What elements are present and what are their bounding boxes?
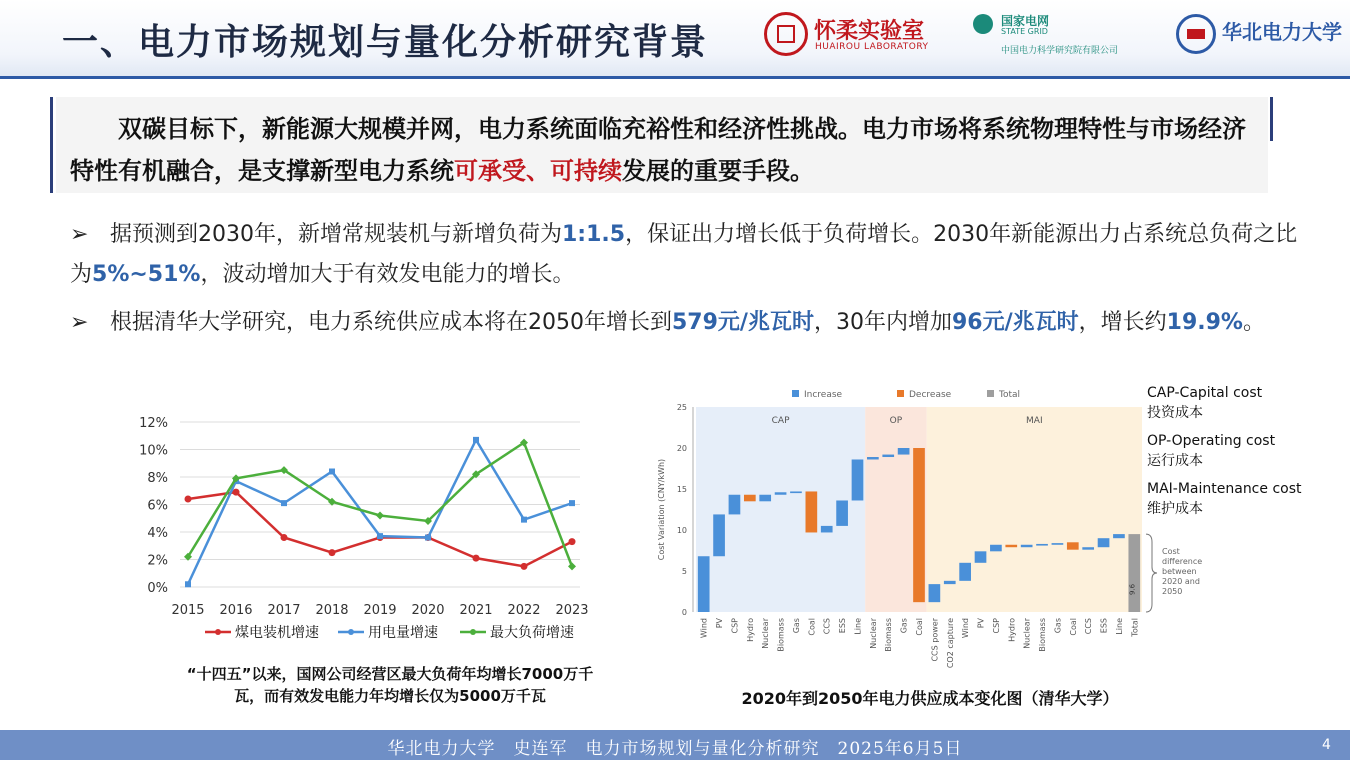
line-point <box>521 517 527 523</box>
waterfall-legend-swatch <box>792 390 799 397</box>
waterfall-section-label: CAP <box>771 416 790 426</box>
waterfall-bar-increase <box>975 551 987 562</box>
line-point <box>376 512 384 520</box>
line-point <box>281 534 288 541</box>
waterfall-bar-decrease <box>744 495 756 502</box>
waterfall-y-tick: 20 <box>676 444 687 453</box>
line-point <box>329 469 335 475</box>
line-chart-y-tick: 6% <box>147 498 168 514</box>
waterfall-bar-increase <box>775 492 787 494</box>
waterfall-annotation: between <box>1162 567 1197 577</box>
state-grid-logo-subtitle: STATE GRID <box>1001 27 1048 36</box>
waterfall-x-tick: CSP <box>730 618 740 634</box>
line-chart-x-tick: 2022 <box>507 603 541 618</box>
cost-note-cap-zh: 投资成本 <box>1147 405 1203 421</box>
waterfall-x-tick: PV <box>976 618 986 629</box>
waterfall-annotation: 2020 and <box>1162 577 1200 587</box>
line-chart-y-tick: 10% <box>139 443 168 459</box>
waterfall-x-tick: CCS power <box>930 618 940 662</box>
waterfall-bar-decrease <box>913 448 925 602</box>
waterfall-x-tick: Nuclear <box>1022 618 1032 649</box>
line-point <box>329 549 336 556</box>
waterfall-x-tick: CO2 capture <box>945 618 955 669</box>
waterfall-x-tick: Nuclear <box>868 618 878 649</box>
line-point <box>569 500 575 506</box>
waterfall-x-tick: Gas <box>1053 618 1063 634</box>
waterfall-x-tick: Hydro <box>745 618 755 642</box>
line-chart-x-tick: 2017 <box>267 603 301 618</box>
intro-highlight: 可承受、可持续 <box>454 157 622 185</box>
waterfall-x-tick: Wind <box>699 618 709 639</box>
waterfall-bar-increase <box>836 500 848 525</box>
waterfall-x-tick: Nuclear <box>761 618 771 649</box>
line-point <box>568 562 576 570</box>
waterfall-x-tick: Coal <box>915 618 924 636</box>
waterfall-x-tick: Line <box>1114 618 1124 635</box>
line-chart-y-tick: 12% <box>139 416 168 431</box>
state-grid-logo-org: 中国电力科学研究院有限公司 <box>1001 46 1119 56</box>
intro-part1: 双碳目标下，新能源大规模并网，电力系统面临充裕性和经济性挑战。电力市场将系统物理特性与市场经济特性有机融合，是支撑新型电力系统 <box>70 115 1246 185</box>
huairou-logo-subtitle: HUAIROU LABORATORY <box>815 42 929 52</box>
waterfall-caption: 2020年到2050年电力供应成本变化图（清华大学） <box>741 689 1119 708</box>
waterfall-bar-increase <box>713 514 725 556</box>
waterfall-bar-decrease <box>1067 542 1079 549</box>
bullet-cost-2050 <box>70 303 1310 343</box>
waterfall-annotation: 2050 <box>1162 587 1183 597</box>
intro-part2: 发展的重要手段。 <box>622 157 814 185</box>
waterfall-bar-increase <box>944 581 956 584</box>
waterfall-legend-label: Total <box>999 390 1021 400</box>
waterfall-x-tick: Coal <box>1068 618 1078 636</box>
bullet-text: ，30年内增加 <box>813 310 952 335</box>
waterfall-brace <box>1146 534 1157 612</box>
line-chart-y-tick: 8% <box>147 471 168 486</box>
waterfall-bar-increase <box>867 457 879 459</box>
bullet-text: 据预测到2030年，新增常规装机与新增负荷为 <box>110 222 562 247</box>
bullet-text: ，增长约 <box>1078 310 1167 335</box>
waterfall-x-tick: Coal <box>807 618 817 636</box>
bullet-text: ，保证出力增长低于负荷增长。2030年新能源出力占系统总负荷之比为 <box>70 222 1298 287</box>
line-chart-x-tick: 2018 <box>315 603 349 618</box>
line-chart-x-tick: 2015 <box>171 603 205 618</box>
waterfall-x-tick: PV <box>715 618 725 629</box>
cost-note-cap-en: CAP-Capital cost <box>1147 385 1263 401</box>
waterfall-section-bg <box>927 407 1142 612</box>
waterfall-bar-increase <box>990 545 1002 552</box>
ncepu-logo-name: 华北电力大学 <box>1222 20 1342 44</box>
ncepu-logo-icon <box>1176 14 1216 54</box>
bullet-highlight: 1:1.5 <box>562 222 626 247</box>
line-legend-label: 最大负荷增速 <box>490 625 574 641</box>
waterfall-bar-increase <box>1052 543 1064 545</box>
waterfall-bar-decrease <box>806 491 818 532</box>
line-chart-y-tick: 0% <box>147 581 168 596</box>
line-chart-caption <box>150 663 630 707</box>
waterfall-bar-increase <box>882 455 894 457</box>
line-point <box>425 535 431 541</box>
waterfall-bar-increase <box>1113 534 1125 538</box>
waterfall-section-label: MAI <box>1026 416 1043 426</box>
cost-note-op-en: OP-Operating cost <box>1147 433 1276 449</box>
line-point <box>281 500 287 506</box>
line-point <box>473 555 480 562</box>
waterfall-bar-increase <box>1036 544 1048 546</box>
bullet-arrow-icon: ➢ <box>70 222 89 247</box>
bullet-text: 。 <box>1242 310 1265 335</box>
huairou-logo-icon <box>764 12 808 56</box>
line-point <box>473 437 479 443</box>
line-point <box>569 538 576 545</box>
waterfall-y-tick: 5 <box>681 567 687 576</box>
huairou-logo-name: 怀柔实验室 <box>814 19 925 44</box>
waterfall-x-tick: Biomass <box>776 618 786 652</box>
waterfall-x-tick: Line <box>853 618 863 635</box>
waterfall-total-label: 9.6 <box>1128 583 1137 596</box>
line-legend-marker <box>348 629 354 635</box>
waterfall-bar-decrease <box>1005 545 1017 547</box>
intro-box-left-border <box>50 97 67 193</box>
waterfall-x-tick: Total <box>1130 618 1140 637</box>
cost-note-mai-zh: 维护成本 <box>1147 501 1203 517</box>
waterfall-x-tick: CCS <box>1084 618 1094 635</box>
waterfall-bar-increase <box>821 526 833 533</box>
line-legend-label: 用电量增速 <box>368 625 438 641</box>
cost-note-op-zh: 运行成本 <box>1147 453 1203 469</box>
waterfall-x-tick: Gas <box>791 618 801 634</box>
state-grid-logo-icon <box>973 14 993 34</box>
waterfall-x-tick: ESS <box>838 618 848 634</box>
line-point <box>377 533 383 539</box>
waterfall-x-tick: ESS <box>1099 618 1109 634</box>
line-chart-caption-line1: “十四五”以来，国网公司经营区最大负荷年均增长7000万千 <box>186 665 594 683</box>
line-chart-x-tick: 2016 <box>219 603 253 618</box>
waterfall-x-tick: Hydro <box>1007 618 1017 642</box>
line-point <box>233 489 240 496</box>
waterfall-bar-increase <box>898 448 910 455</box>
line-chart-x-tick: 2020 <box>411 603 445 618</box>
line-point <box>185 496 192 503</box>
waterfall-bar-increase <box>1082 547 1094 549</box>
waterfall-y-tick: 15 <box>676 485 687 494</box>
waterfall-x-tick: Biomass <box>884 618 894 652</box>
waterfall-annotation: difference <box>1162 557 1203 567</box>
waterfall-x-tick: CCS <box>822 618 832 635</box>
state-grid-logo-name: 国家电网 <box>1001 14 1050 28</box>
cost-notes <box>1147 383 1302 519</box>
waterfall-bar-increase <box>959 563 971 581</box>
bullet-highlight: 5%~51% <box>92 262 201 287</box>
bullet-text: 根据清华大学研究，电力系统供应成本将在2050年增长到 <box>110 310 672 335</box>
waterfall-y-tick: 10 <box>676 526 687 535</box>
waterfall-bar-increase <box>729 495 741 515</box>
line-chart-y-tick: 2% <box>147 553 168 569</box>
line-chart-y-tick: 4% <box>147 526 168 541</box>
waterfall-bar-total <box>1128 534 1140 612</box>
page-number: 4 <box>1322 737 1331 753</box>
waterfall-bar-increase <box>1021 545 1033 547</box>
waterfall-legend-label: Increase <box>804 390 843 400</box>
line-legend-marker <box>470 629 476 635</box>
bullet-highlight: 19.9% <box>1166 310 1243 335</box>
cost-note-mai-en: MAI-Maintenance cost <box>1147 481 1302 497</box>
waterfall-bar-increase <box>790 491 802 493</box>
waterfall-x-tick: CSP <box>991 618 1001 634</box>
waterfall-x-tick: Wind <box>961 618 971 639</box>
bullet-arrow-icon: ➢ <box>70 310 89 335</box>
waterfall-legend-swatch <box>987 390 994 397</box>
waterfall-bar-increase <box>698 556 710 612</box>
page-title: 一、电力市场规划与量化分析研究背景 <box>62 21 709 63</box>
line-legend-label: 煤电装机增速 <box>235 625 319 641</box>
bullet-forecast-2030 <box>70 215 1310 295</box>
bullet-highlight: 579元/兆瓦时 <box>672 310 814 335</box>
waterfall-bar-increase <box>929 584 941 602</box>
line-point <box>185 581 191 587</box>
waterfall-x-tick: Biomass <box>1038 618 1048 652</box>
growth-rate-line-chart <box>120 400 600 655</box>
waterfall-bar-increase <box>852 459 864 500</box>
waterfall-section-label: OP <box>889 416 903 426</box>
waterfall-bar-increase <box>759 495 771 502</box>
line-chart-x-tick: 2023 <box>555 603 589 618</box>
bullet-text: ，波动增加大于有效发电能力的增长。 <box>200 262 575 287</box>
line-point <box>521 563 528 570</box>
line-chart-x-tick: 2019 <box>363 603 397 618</box>
waterfall-y-label: Cost Variation (CNY/kWh) <box>657 458 666 561</box>
waterfall-legend-label: Decrease <box>909 390 952 400</box>
footer-text: 华北电力大学 史连军 电力市场规划与量化分析研究 2025年6月5日 <box>387 739 963 759</box>
line-chart-caption-line2: 瓦，而有效发电能力年均增长仅为5000万千瓦 <box>234 687 546 705</box>
header-divider <box>0 76 1350 79</box>
bullet-highlight: 96元/兆瓦时 <box>951 310 1079 335</box>
waterfall-bar-increase <box>1098 538 1110 547</box>
waterfall-y-tick: 0 <box>681 608 687 617</box>
intro-text <box>70 108 1260 192</box>
waterfall-legend-swatch <box>897 390 904 397</box>
waterfall-annotation: Cost <box>1162 547 1180 557</box>
waterfall-x-tick: Gas <box>899 618 909 634</box>
line-legend-marker <box>215 629 221 635</box>
line-chart-x-tick: 2021 <box>459 603 493 618</box>
waterfall-y-tick: 25 <box>676 403 687 412</box>
cost-waterfall-chart <box>652 382 1203 682</box>
